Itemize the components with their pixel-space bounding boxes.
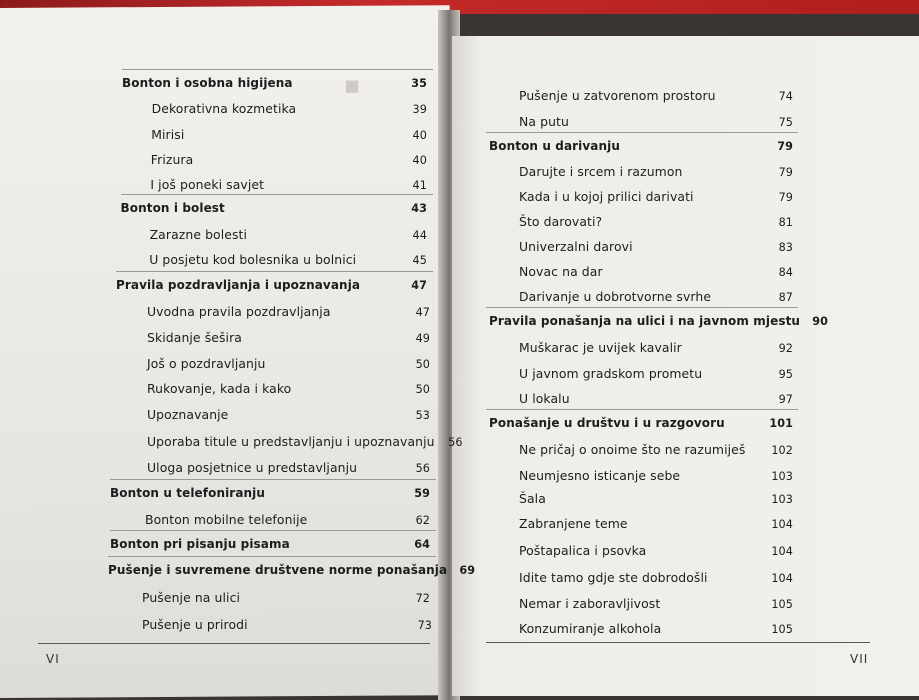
toc-entry — [147, 330, 430, 345]
toc-entry-page: 56 — [415, 462, 430, 475]
toc-entry-title: Bonton pri pisanju pisama — [110, 537, 290, 551]
section-rule — [116, 271, 433, 272]
toc-entry-page: 62 — [415, 514, 430, 527]
toc-entry — [519, 543, 793, 558]
toc-entry-title: Uloga posjetnice u predstavljanju — [147, 460, 358, 475]
toc-entry-title: Bonton i osobna higijena — [122, 76, 293, 90]
toc-entry — [147, 460, 430, 475]
section-rule — [121, 194, 434, 195]
toc-entry-title: Poštapalica i psovka — [519, 543, 647, 558]
toc-entry — [519, 442, 793, 457]
toc-entry-page: 41 — [412, 179, 427, 192]
toc-entry — [152, 101, 427, 116]
toc-entry-page: 79 — [778, 191, 793, 204]
toc-entry — [147, 356, 430, 371]
section-rule — [122, 69, 433, 70]
toc-entry-title: Bonton u darivanju — [489, 139, 620, 153]
toc-entry-page: 79 — [777, 140, 793, 153]
toc-entry-page: 39 — [412, 103, 427, 116]
toc-entry — [519, 264, 793, 279]
toc-entry-title: Dekorativna kozmetika — [151, 101, 297, 116]
toc-entry — [150, 177, 427, 192]
toc-entry-title: Upoznavanje — [147, 407, 229, 422]
toc-entry-page: 97 — [778, 393, 793, 406]
toc-entry-title: Skidanje šešira — [147, 330, 242, 345]
toc-entry-title: Ponašanje u društvu i u razgovoru — [489, 416, 725, 430]
toc-entry-page: 50 — [415, 358, 430, 371]
toc-entry — [151, 127, 427, 142]
toc-entry-title: Idite tamo gdje ste dobrodošli — [519, 570, 708, 585]
toc-entry-title: Darivanje u dobrotvorne svrhe — [519, 289, 712, 304]
toc-entry-page: 59 — [414, 487, 430, 500]
toc-entry-page: 83 — [778, 241, 793, 254]
show-through-text: ■ — [344, 75, 360, 95]
toc-entry-title: Nemar i zaboravljivost — [519, 596, 661, 611]
toc-entry-page: 79 — [778, 166, 793, 179]
toc-entry-page: 69 — [459, 564, 476, 577]
right-page-rule — [486, 642, 870, 643]
toc-entry-title: Pravila ponašanja na ulici i na javnom mjestu — [489, 314, 801, 328]
section-rule — [486, 307, 798, 308]
toc-entry-title: Neumjesno isticanje sebe — [519, 468, 681, 483]
toc-entry-page: 81 — [778, 216, 793, 229]
toc-entry-page: 75 — [778, 116, 793, 129]
toc-entry-title: Ne pričaj o onoime što ne razumiješ — [519, 442, 746, 457]
toc-entry-title: U javnom gradskom prometu — [519, 366, 703, 381]
toc-entry-title: Zabranjene teme — [519, 516, 628, 531]
toc-entry-title: U lokalu — [519, 391, 570, 406]
toc-entry — [142, 590, 430, 605]
toc-entry-page: 40 — [412, 129, 427, 142]
toc-section-heading — [121, 201, 428, 215]
section-rule — [486, 132, 798, 133]
toc-entry-page: 47 — [415, 306, 430, 319]
toc-entry — [519, 366, 793, 381]
toc-entry-page: 104 — [771, 518, 793, 531]
toc-entry-page: 64 — [414, 538, 430, 551]
toc-entry-title: Kada i u kojoj prilici darivati — [519, 189, 694, 204]
toc-entry-page: 105 — [771, 623, 793, 636]
toc-section-heading — [108, 563, 476, 577]
left-folio: VI — [46, 652, 60, 666]
toc-entry-title: Univerzalni darovi — [519, 239, 633, 254]
toc-entry-page: 105 — [771, 598, 793, 611]
toc-entry-title: Na putu — [519, 114, 569, 129]
toc-entry — [149, 252, 427, 267]
toc-section-heading — [110, 486, 430, 500]
toc-entry-page: 44 — [412, 229, 427, 242]
toc-entry-page: 43 — [411, 202, 427, 215]
toc-entry-page: 104 — [771, 572, 793, 585]
toc-entry — [519, 596, 793, 611]
toc-entry-page: 49 — [415, 332, 430, 345]
toc-entry — [519, 621, 793, 636]
toc-entry — [519, 214, 793, 229]
toc-entry-page: 74 — [778, 90, 793, 103]
toc-entry-title: Rukovanje, kada i kako — [147, 381, 292, 396]
toc-entry — [519, 164, 793, 179]
toc-entry-title: Što darovati? — [519, 214, 603, 229]
toc-entry — [519, 289, 793, 304]
toc-entry-title: Bonton mobilne telefonije — [145, 512, 308, 527]
toc-entry-page: 73 — [417, 619, 432, 632]
toc-entry — [519, 391, 793, 406]
toc-entry-page: 101 — [769, 417, 793, 430]
toc-entry — [519, 88, 793, 103]
toc-entry-page: 102 — [771, 444, 793, 457]
toc-entry-title: Šala — [519, 491, 546, 506]
toc-entry-page: 104 — [771, 545, 793, 558]
toc-entry — [150, 227, 427, 242]
toc-entry-page: 103 — [771, 493, 793, 506]
toc-entry-title: Pušenje u zatvorenom prostoru — [519, 88, 716, 103]
toc-entry — [147, 407, 430, 422]
toc-entry-page: 45 — [412, 254, 427, 267]
toc-entry-title: I još poneki savjet — [150, 177, 265, 192]
toc-entry — [519, 189, 793, 204]
toc-entry-page: 92 — [778, 342, 793, 355]
toc-section-heading — [489, 416, 793, 430]
toc-entry-page: 40 — [412, 154, 427, 167]
toc-entry — [519, 516, 793, 531]
toc-entry-page: 95 — [778, 368, 793, 381]
toc-entry — [519, 570, 793, 585]
toc-entry — [142, 617, 432, 632]
toc-entry — [519, 114, 793, 129]
toc-entry — [151, 152, 427, 167]
toc-entry — [147, 434, 463, 449]
toc-entry-title: Još o pozdravljanju — [147, 356, 266, 371]
section-rule — [108, 556, 436, 557]
toc-entry — [145, 512, 430, 527]
toc-entry — [519, 340, 793, 355]
toc-section-heading — [122, 76, 427, 90]
toc-entry — [519, 468, 793, 483]
toc-section-heading — [489, 139, 793, 153]
toc-section-heading — [110, 537, 430, 551]
toc-entry-title: Novac na dar — [519, 264, 603, 279]
toc-entry-page: 53 — [415, 409, 430, 422]
toc-entry-title: Muškarac je uvijek kavalir — [519, 340, 682, 355]
toc-entry-title: Uporaba titule u predstavljanju i upoznavanju — [147, 434, 435, 449]
toc-section-heading — [489, 314, 829, 328]
toc-entry-page: 90 — [812, 315, 829, 328]
toc-entry-page: 56 — [448, 436, 463, 449]
right-folio: VII — [850, 652, 869, 666]
toc-entry-title: Bonton i bolest — [120, 201, 225, 215]
toc-entry-page: 103 — [771, 470, 793, 483]
toc-entry-title: Mirisi — [151, 127, 185, 142]
toc-entry-title: U posjetu kod bolesnika u bolnici — [149, 252, 357, 267]
toc-section-heading — [116, 278, 427, 292]
toc-entry-page: 35 — [411, 77, 427, 90]
toc-entry — [147, 304, 430, 319]
toc-entry — [147, 381, 430, 396]
left-page-rule — [38, 643, 430, 644]
toc-entry — [519, 239, 793, 254]
toc-entry-title: Pušenje i suvremene društvene norme ponašanja — [108, 563, 448, 577]
toc-entry-page: 50 — [415, 383, 430, 396]
section-rule — [110, 479, 436, 480]
toc-entry-title: Pušenje u prirodi — [142, 617, 248, 632]
section-rule — [486, 409, 798, 410]
toc-entry-title: Pravila pozdravljanja i upoznavanja — [116, 278, 361, 292]
section-rule — [110, 530, 436, 531]
toc-entry-page: 84 — [778, 266, 793, 279]
toc-entry-title: Uvodna pravila pozdravljanja — [147, 304, 331, 319]
toc-entry-page: 47 — [411, 279, 427, 292]
toc-entry-title: Pušenje na ulici — [142, 590, 241, 605]
toc-entry-title: Bonton u telefoniranju — [110, 486, 266, 500]
toc-entry-page: 72 — [415, 592, 430, 605]
toc-entry-title: Konzumiranje alkohola — [519, 621, 662, 636]
toc-entry-title: Zarazne bolesti — [149, 227, 248, 242]
toc-entry — [519, 491, 793, 506]
toc-entry-page: 87 — [778, 291, 793, 304]
toc-entry-title: Frizura — [150, 152, 194, 167]
toc-entry-title: Darujte i srcem i razumon — [519, 164, 683, 179]
